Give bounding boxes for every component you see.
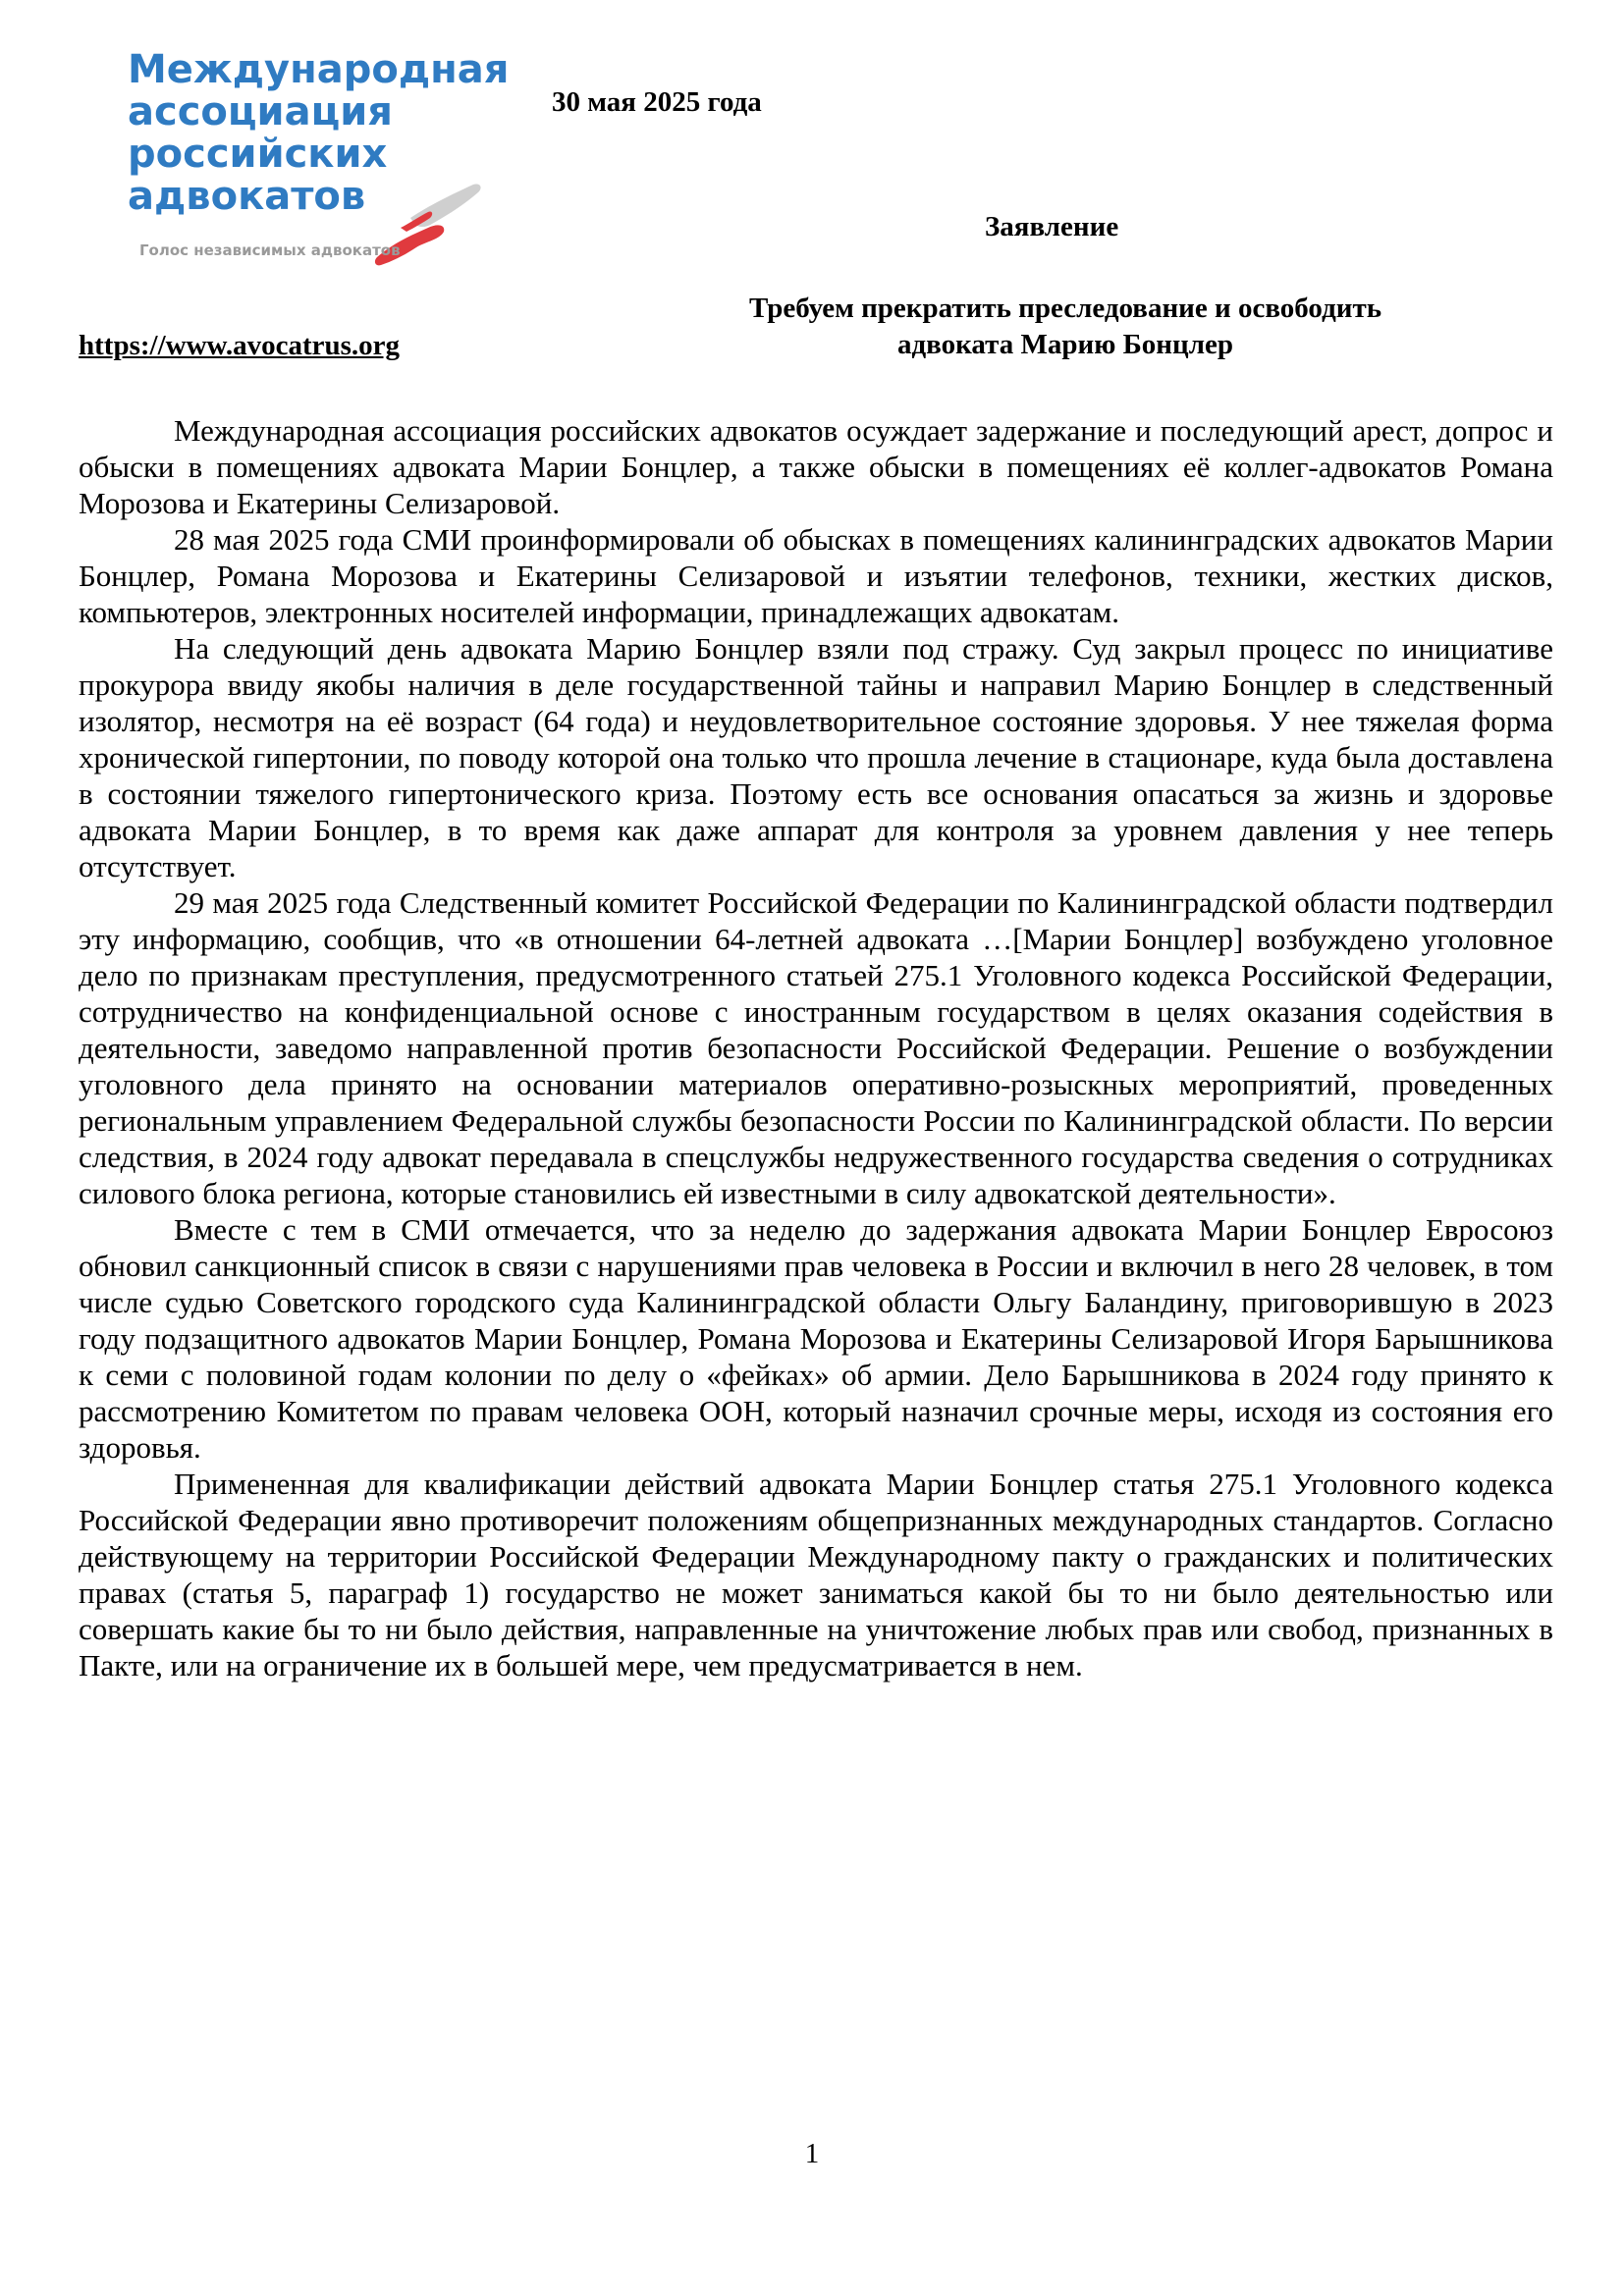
body-paragraph: 28 мая 2025 года СМИ проинформировали об обысках в помещениях калининградских адвокатов Марии Бонцлер, Романа Морозова и Екатерины Селизаровой и изъятии телефонов, техники, жестких дисков, компьютеров, электронных носителей информации, принадлежащих адвокатам. — [79, 522, 1553, 629]
title-line-1: Требуем прекратить преследование и освободить — [748, 293, 1382, 324]
logo-tagline: Голос независимых адвокатов — [139, 241, 401, 259]
body-paragraph: Примененная для квалификации действий адвоката Марии Бонцлер статья 275.1 Уголовного кодекса Российской Федерации явно противоречит положениям общепризнанных международных стандартов. Согласно действующему на территории Российской Федерации Международному пакту о гражданских и политических правах (статья 5, параграф 1) государство не может заниматься какой бы то ни было деятельностью или совершать какие бы то ни было действия, направленные на уничтожение любых прав или свобод, признанных в Пакте, или на ограничение их в большей мере, чем предусматривается в нем. — [79, 1467, 1553, 1682]
statement-body — [79, 412, 1553, 1683]
page-number: 1 — [804, 2138, 820, 2169]
logo-line-3: российских — [128, 132, 388, 177]
logo-line-2: ассоциация — [128, 89, 393, 134]
title-line-2: адвоката Марию Бонцлер — [897, 329, 1233, 360]
logo-line-1: Международная — [128, 47, 510, 92]
website-link[interactable]: https://www.avocatrus.org — [79, 330, 401, 361]
body-paragraph: Международная ассоциация российских адвокатов осуждает задержание и последующий арест, допрос и обыски в помещениях адвоката Марии Бонцлер, а также обыски в помещениях её коллег-адвокатов Романа Морозова и Екатерины Селизаровой. — [79, 413, 1553, 520]
statement-title — [628, 291, 1502, 363]
body-paragraph: На следующий день адвоката Марию Бонцлер взяли под стражу. Суд закрыл процесс по инициативе прокурора ввиду якобы наличия в деле государственной тайны и направил Марию Бонцлер в следственный изолятор, несмотря на её возраст (64 года) и неудовлетворительное состояние здоровья. У нее тяжелая форма хронической гипертонии, по поводу которой она только что прошла лечение в стационаре, куда была доставлена в состоянии тяжелого гипертонического криза. Поэтому есть все основания опасаться за жизнь и здоровье адвоката Марии Бонцлер, в то время как даже аппарат для контроля за уровнем давления у нее теперь отсутствует. — [79, 631, 1553, 883]
body-paragraph: 29 мая 2025 года Следственный комитет Российской Федерации по Калининградской области подтвердил эту информацию, сообщив, что «в отношении 64-летней адвоката …[Марии Бонцлер] возбуждено уголовное дело по признакам преступления, предусмотренного статьей 275.1 Уголовного кодекса Российской Федерации, сотрудничество на конфиденциальной основе с иностранным государством в целях оказания содействия в деятельности, заведомо направленной против безопасности Российской Федерации. Решение о возбуждении уголовного дела принято на основании материалов оперативно-розыскных мероприятий, проведенных региональным управлением Федеральной службы безопасности России по Калининградской области. По версии следствия, в 2024 году адвокат передавала в спецслужбы недружественного государства сведения о сотрудниках силового блока региона, которые становились ей известными в силу адвокатской деятельности». — [79, 885, 1553, 1210]
document-type-heading: Заявление — [985, 211, 1119, 242]
body-paragraph: Вместе с тем в СМИ отмечается, что за неделю до задержания адвоката Марии Бонцлер Евросоюз обновил санкционный список в связи с нарушениями прав человека в России и включил в него 28 человек, в том числе судью Советского городского суда Калининградской области Ольгу Баландину, приговорившую в 2023 году подзащитного адвокатов Марии Бонцлер, Романа Морозова и Екатерины Селизаровой Игоря Барышникова к семи с половиной годам колонии по делу о «фейках» об армии. Дело Барышникова в 2024 году принято к рассмотрению Комитетом по правам человека ООН, который назначил срочные меры, исходя из состояния его здоровья. — [79, 1212, 1553, 1465]
logo-line-4: адвокатов — [128, 174, 366, 219]
organization-logo — [128, 47, 510, 275]
statement-date: 30 мая 2025 года — [552, 86, 762, 118]
